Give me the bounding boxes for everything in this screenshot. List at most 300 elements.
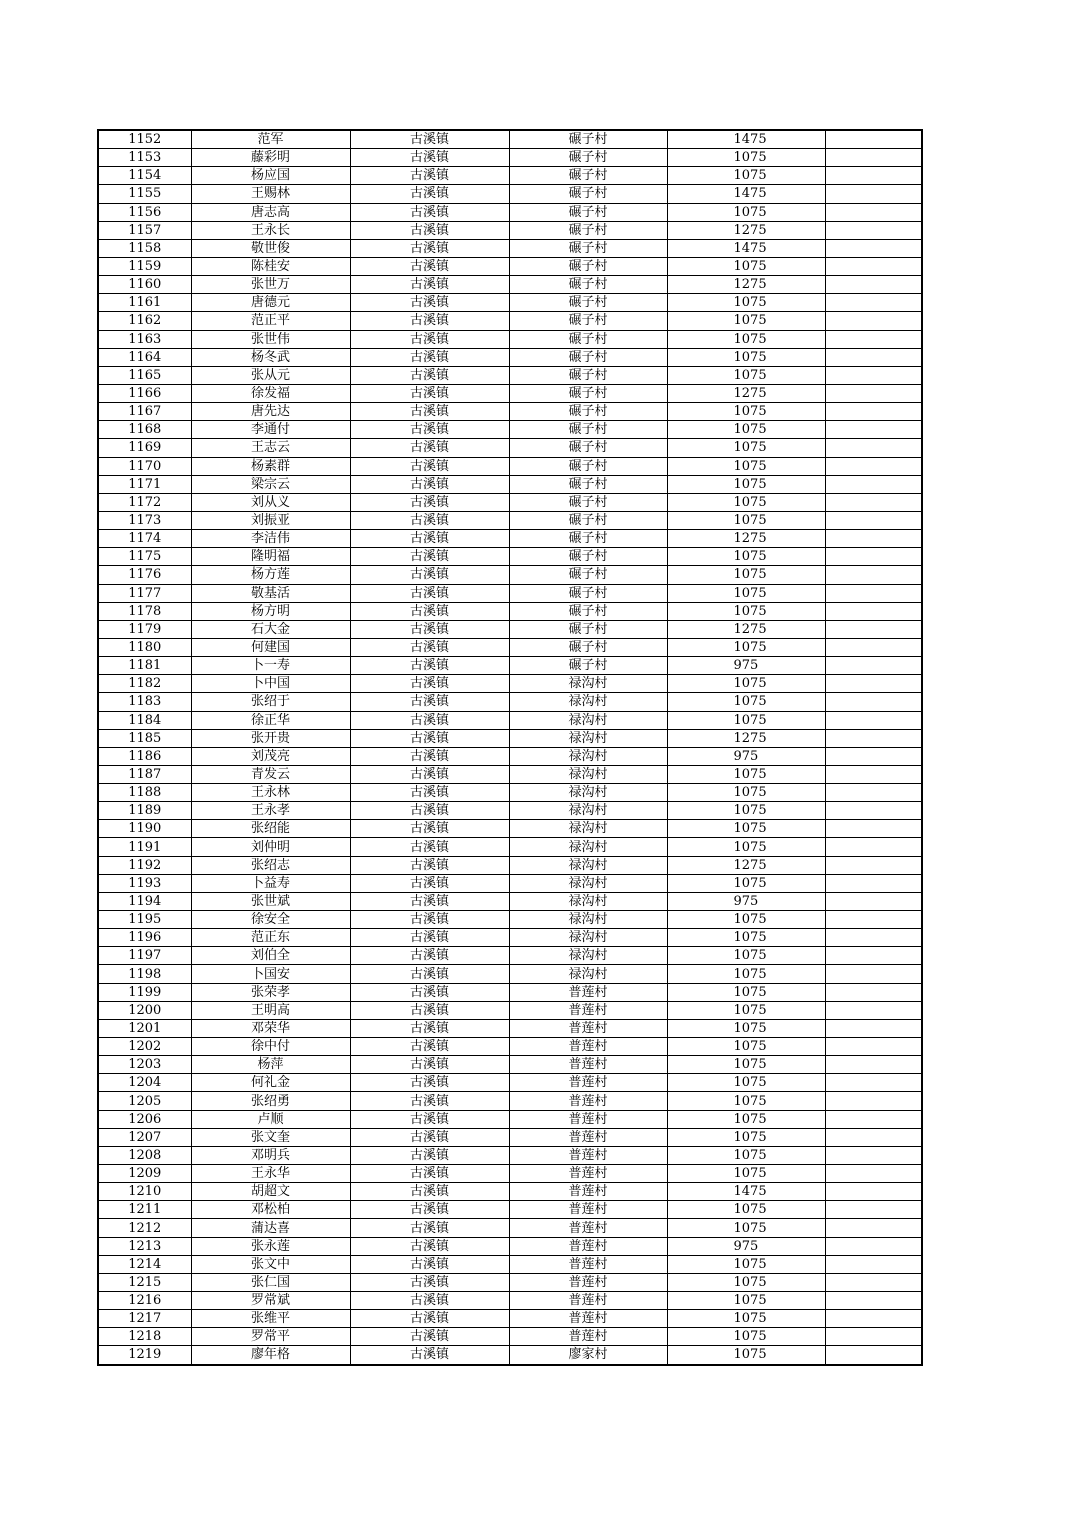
row-number-cell: 1216 [98, 1292, 191, 1310]
amount-cell: 1275 [667, 620, 825, 638]
amount-cell: 1075 [667, 149, 825, 167]
amount-cell: 1275 [667, 384, 825, 402]
table-row [98, 167, 922, 185]
name-cell: 杨方莲 [191, 566, 350, 584]
name-cell: 邓松柏 [191, 1201, 350, 1219]
row-number-cell: 1178 [98, 602, 191, 620]
name-cell: 刘伯全 [191, 947, 350, 965]
village-cell: 禄沟村 [509, 784, 667, 802]
village-cell: 普莲村 [509, 1038, 667, 1056]
amount-cell: 1075 [667, 765, 825, 783]
remark-cell [825, 384, 922, 402]
remark-cell [825, 276, 922, 294]
data-table [97, 129, 923, 1366]
village-cell: 普莲村 [509, 1128, 667, 1146]
row-number-cell: 1215 [98, 1273, 191, 1291]
row-number-cell: 1201 [98, 1019, 191, 1037]
row-number-cell: 1218 [98, 1328, 191, 1346]
name-cell: 张从元 [191, 366, 350, 384]
amount-cell: 1075 [667, 874, 825, 892]
remark-cell [825, 257, 922, 275]
town-cell: 古溪镇 [350, 530, 509, 548]
town-cell: 古溪镇 [350, 1074, 509, 1092]
row-number-cell: 1181 [98, 657, 191, 675]
table-row [98, 276, 922, 294]
village-cell: 碾子村 [509, 548, 667, 566]
town-cell: 古溪镇 [350, 1346, 509, 1365]
table-body [98, 130, 922, 1365]
name-cell: 王永林 [191, 784, 350, 802]
row-number-cell: 1219 [98, 1346, 191, 1365]
row-number-cell: 1161 [98, 294, 191, 312]
remark-cell [825, 439, 922, 457]
amount-cell: 1075 [667, 348, 825, 366]
amount-cell: 1075 [667, 566, 825, 584]
name-cell: 罗常斌 [191, 1292, 350, 1310]
name-cell: 刘振亚 [191, 511, 350, 529]
table-row [98, 421, 922, 439]
row-number-cell: 1192 [98, 856, 191, 874]
name-cell: 王永华 [191, 1165, 350, 1183]
town-cell: 古溪镇 [350, 384, 509, 402]
table-row [98, 439, 922, 457]
amount-cell: 1275 [667, 221, 825, 239]
town-cell: 古溪镇 [350, 1092, 509, 1110]
village-cell: 禄沟村 [509, 892, 667, 910]
town-cell: 古溪镇 [350, 747, 509, 765]
row-number-cell: 1210 [98, 1183, 191, 1201]
name-cell: 张仁国 [191, 1273, 350, 1291]
row-number-cell: 1198 [98, 965, 191, 983]
name-cell: 张世伟 [191, 330, 350, 348]
remark-cell [825, 856, 922, 874]
remark-cell [825, 929, 922, 947]
name-cell: 杨冬武 [191, 348, 350, 366]
remark-cell [825, 312, 922, 330]
town-cell: 古溪镇 [350, 221, 509, 239]
amount-cell: 1075 [667, 330, 825, 348]
row-number-cell: 1172 [98, 493, 191, 511]
table-row [98, 566, 922, 584]
remark-cell [825, 1292, 922, 1310]
town-cell: 古溪镇 [350, 1237, 509, 1255]
village-cell: 普莲村 [509, 1056, 667, 1074]
row-number-cell: 1191 [98, 838, 191, 856]
town-cell: 古溪镇 [350, 765, 509, 783]
table-row [98, 765, 922, 783]
amount-cell: 975 [667, 892, 825, 910]
village-cell: 碾子村 [509, 276, 667, 294]
row-number-cell: 1195 [98, 911, 191, 929]
table-row [98, 911, 922, 929]
table-row [98, 348, 922, 366]
table-row [98, 983, 922, 1001]
remark-cell [825, 1273, 922, 1291]
name-cell: 藤彩明 [191, 149, 350, 167]
row-number-cell: 1199 [98, 983, 191, 1001]
amount-cell: 1075 [667, 312, 825, 330]
name-cell: 卢顺 [191, 1110, 350, 1128]
table-row [98, 530, 922, 548]
town-cell: 古溪镇 [350, 1273, 509, 1291]
table-row [98, 384, 922, 402]
village-cell: 普莲村 [509, 1201, 667, 1219]
name-cell: 杨应国 [191, 167, 350, 185]
town-cell: 古溪镇 [350, 366, 509, 384]
row-number-cell: 1169 [98, 439, 191, 457]
table-row [98, 638, 922, 656]
amount-cell: 1275 [667, 856, 825, 874]
name-cell: 徐发福 [191, 384, 350, 402]
remark-cell [825, 1328, 922, 1346]
table-row [98, 711, 922, 729]
table-row [98, 330, 922, 348]
name-cell: 敬世俊 [191, 239, 350, 257]
row-number-cell: 1207 [98, 1128, 191, 1146]
village-cell: 普莲村 [509, 1273, 667, 1291]
amount-cell: 1075 [667, 1038, 825, 1056]
village-cell: 普莲村 [509, 1328, 667, 1346]
row-number-cell: 1182 [98, 675, 191, 693]
amount-cell: 1075 [667, 294, 825, 312]
amount-cell: 1275 [667, 530, 825, 548]
row-number-cell: 1211 [98, 1201, 191, 1219]
row-number-cell: 1212 [98, 1219, 191, 1237]
row-number-cell: 1168 [98, 421, 191, 439]
village-cell: 碾子村 [509, 294, 667, 312]
name-cell: 李通付 [191, 421, 350, 439]
row-number-cell: 1170 [98, 457, 191, 475]
remark-cell [825, 530, 922, 548]
table-row [98, 657, 922, 675]
row-number-cell: 1193 [98, 874, 191, 892]
village-cell: 禄沟村 [509, 802, 667, 820]
row-number-cell: 1194 [98, 892, 191, 910]
name-cell: 罗常平 [191, 1328, 350, 1346]
village-cell: 碾子村 [509, 493, 667, 511]
village-cell: 碾子村 [509, 475, 667, 493]
amount-cell: 1075 [667, 167, 825, 185]
name-cell: 张绍勇 [191, 1092, 350, 1110]
remark-cell [825, 1310, 922, 1328]
name-cell: 张维平 [191, 1310, 350, 1328]
row-number-cell: 1187 [98, 765, 191, 783]
amount-cell: 1475 [667, 130, 825, 149]
table-row [98, 1001, 922, 1019]
village-cell: 禄沟村 [509, 729, 667, 747]
table-row [98, 149, 922, 167]
amount-cell: 1075 [667, 1310, 825, 1328]
row-number-cell: 1189 [98, 802, 191, 820]
village-cell: 普莲村 [509, 983, 667, 1001]
remark-cell [825, 366, 922, 384]
name-cell: 杨素群 [191, 457, 350, 475]
amount-cell: 1075 [667, 1219, 825, 1237]
table-row [98, 856, 922, 874]
amount-cell: 1075 [667, 983, 825, 1001]
remark-cell [825, 1074, 922, 1092]
village-cell: 碾子村 [509, 167, 667, 185]
remark-cell [825, 475, 922, 493]
amount-cell: 1075 [667, 965, 825, 983]
amount-cell: 1075 [667, 1328, 825, 1346]
remark-cell [825, 765, 922, 783]
town-cell: 古溪镇 [350, 403, 509, 421]
town-cell: 古溪镇 [350, 711, 509, 729]
town-cell: 古溪镇 [350, 675, 509, 693]
town-cell: 古溪镇 [350, 457, 509, 475]
remark-cell [825, 1019, 922, 1037]
remark-cell [825, 348, 922, 366]
town-cell: 古溪镇 [350, 1292, 509, 1310]
name-cell: 张绍于 [191, 693, 350, 711]
remark-cell [825, 1201, 922, 1219]
village-cell: 碾子村 [509, 330, 667, 348]
town-cell: 古溪镇 [350, 1201, 509, 1219]
table-row [98, 729, 922, 747]
name-cell: 张绍志 [191, 856, 350, 874]
row-number-cell: 1209 [98, 1165, 191, 1183]
table-row [98, 312, 922, 330]
name-cell: 张世万 [191, 276, 350, 294]
name-cell: 张文中 [191, 1255, 350, 1273]
village-cell: 普莲村 [509, 1292, 667, 1310]
row-number-cell: 1167 [98, 403, 191, 421]
village-cell: 禄沟村 [509, 747, 667, 765]
name-cell: 何建国 [191, 638, 350, 656]
town-cell: 古溪镇 [350, 330, 509, 348]
town-cell: 古溪镇 [350, 784, 509, 802]
row-number-cell: 1177 [98, 584, 191, 602]
village-cell: 普莲村 [509, 1110, 667, 1128]
name-cell: 邓明兵 [191, 1146, 350, 1164]
table-row [98, 820, 922, 838]
town-cell: 古溪镇 [350, 1128, 509, 1146]
row-number-cell: 1152 [98, 130, 191, 149]
table-row [98, 1255, 922, 1273]
remark-cell [825, 693, 922, 711]
remark-cell [825, 1001, 922, 1019]
row-number-cell: 1163 [98, 330, 191, 348]
amount-cell: 1075 [667, 421, 825, 439]
remark-cell [825, 203, 922, 221]
row-number-cell: 1213 [98, 1237, 191, 1255]
remark-cell [825, 548, 922, 566]
village-cell: 碾子村 [509, 421, 667, 439]
remark-cell [825, 1128, 922, 1146]
remark-cell [825, 838, 922, 856]
village-cell: 禄沟村 [509, 929, 667, 947]
name-cell: 邓荣华 [191, 1019, 350, 1037]
amount-cell: 1075 [667, 493, 825, 511]
town-cell: 古溪镇 [350, 802, 509, 820]
table-row [98, 1292, 922, 1310]
amount-cell: 1075 [667, 1292, 825, 1310]
amount-cell: 1075 [667, 548, 825, 566]
village-cell: 普莲村 [509, 1310, 667, 1328]
village-cell: 禄沟村 [509, 874, 667, 892]
village-cell: 碾子村 [509, 638, 667, 656]
table-row [98, 475, 922, 493]
name-cell: 徐安全 [191, 911, 350, 929]
village-cell: 碾子村 [509, 620, 667, 638]
village-cell: 普莲村 [509, 1146, 667, 1164]
table-row [98, 548, 922, 566]
village-cell: 普莲村 [509, 1237, 667, 1255]
town-cell: 古溪镇 [350, 620, 509, 638]
town-cell: 古溪镇 [350, 149, 509, 167]
town-cell: 古溪镇 [350, 1165, 509, 1183]
name-cell: 范正东 [191, 929, 350, 947]
amount-cell: 1075 [667, 1128, 825, 1146]
amount-cell: 1075 [667, 693, 825, 711]
remark-cell [825, 493, 922, 511]
village-cell: 普莲村 [509, 1183, 667, 1201]
village-cell: 禄沟村 [509, 856, 667, 874]
remark-cell [825, 130, 922, 149]
name-cell: 敬基活 [191, 584, 350, 602]
town-cell: 古溪镇 [350, 548, 509, 566]
name-cell: 张荣孝 [191, 983, 350, 1001]
town-cell: 古溪镇 [350, 1001, 509, 1019]
amount-cell: 1075 [667, 1001, 825, 1019]
row-number-cell: 1202 [98, 1038, 191, 1056]
village-cell: 普莲村 [509, 1001, 667, 1019]
remark-cell [825, 947, 922, 965]
town-cell: 古溪镇 [350, 820, 509, 838]
amount-cell: 1075 [667, 1346, 825, 1365]
town-cell: 古溪镇 [350, 239, 509, 257]
name-cell: 王赐林 [191, 185, 350, 203]
amount-cell: 1075 [667, 439, 825, 457]
name-cell: 张开贵 [191, 729, 350, 747]
remark-cell [825, 149, 922, 167]
row-number-cell: 1158 [98, 239, 191, 257]
remark-cell [825, 584, 922, 602]
town-cell: 古溪镇 [350, 1310, 509, 1328]
town-cell: 古溪镇 [350, 729, 509, 747]
table-row [98, 1201, 922, 1219]
name-cell: 石大金 [191, 620, 350, 638]
remark-cell [825, 1110, 922, 1128]
table-row [98, 1019, 922, 1037]
town-cell: 古溪镇 [350, 294, 509, 312]
village-cell: 禄沟村 [509, 711, 667, 729]
remark-cell [825, 657, 922, 675]
town-cell: 古溪镇 [350, 1328, 509, 1346]
village-cell: 禄沟村 [509, 820, 667, 838]
name-cell: 唐志高 [191, 203, 350, 221]
row-number-cell: 1184 [98, 711, 191, 729]
village-cell: 碾子村 [509, 566, 667, 584]
town-cell: 古溪镇 [350, 312, 509, 330]
table-row [98, 1273, 922, 1291]
village-cell: 碾子村 [509, 657, 667, 675]
table-row [98, 403, 922, 421]
town-cell: 古溪镇 [350, 1019, 509, 1037]
village-cell: 碾子村 [509, 149, 667, 167]
table-row [98, 366, 922, 384]
table-row [98, 239, 922, 257]
name-cell: 蒲达喜 [191, 1219, 350, 1237]
table-row [98, 1165, 922, 1183]
table-row [98, 294, 922, 312]
name-cell: 王永长 [191, 221, 350, 239]
town-cell: 古溪镇 [350, 348, 509, 366]
row-number-cell: 1174 [98, 530, 191, 548]
remark-cell [825, 802, 922, 820]
remark-cell [825, 729, 922, 747]
table-row [98, 1110, 922, 1128]
amount-cell: 1075 [667, 638, 825, 656]
amount-cell: 1075 [667, 203, 825, 221]
row-number-cell: 1186 [98, 747, 191, 765]
table-row [98, 693, 922, 711]
table-row [98, 1038, 922, 1056]
town-cell: 古溪镇 [350, 584, 509, 602]
row-number-cell: 1203 [98, 1056, 191, 1074]
village-cell: 禄沟村 [509, 693, 667, 711]
table-row [98, 874, 922, 892]
amount-cell: 1075 [667, 602, 825, 620]
row-number-cell: 1205 [98, 1092, 191, 1110]
remark-cell [825, 1038, 922, 1056]
village-cell: 普莲村 [509, 1074, 667, 1092]
name-cell: 范正平 [191, 312, 350, 330]
table-row [98, 1146, 922, 1164]
remark-cell [825, 1237, 922, 1255]
amount-cell: 1475 [667, 239, 825, 257]
table-row [98, 185, 922, 203]
row-number-cell: 1176 [98, 566, 191, 584]
town-cell: 古溪镇 [350, 965, 509, 983]
remark-cell [825, 167, 922, 185]
amount-cell: 1075 [667, 929, 825, 947]
table-row [98, 892, 922, 910]
remark-cell [825, 1092, 922, 1110]
remark-cell [825, 638, 922, 656]
remark-cell [825, 421, 922, 439]
name-cell: 唐德元 [191, 294, 350, 312]
table-row [98, 1128, 922, 1146]
town-cell: 古溪镇 [350, 947, 509, 965]
row-number-cell: 1159 [98, 257, 191, 275]
town-cell: 古溪镇 [350, 1056, 509, 1074]
table-row [98, 784, 922, 802]
name-cell: 卜中国 [191, 675, 350, 693]
remark-cell [825, 294, 922, 312]
town-cell: 古溪镇 [350, 1110, 509, 1128]
remark-cell [825, 330, 922, 348]
village-cell: 碾子村 [509, 221, 667, 239]
row-number-cell: 1157 [98, 221, 191, 239]
table-row [98, 493, 922, 511]
table-row [98, 965, 922, 983]
row-number-cell: 1164 [98, 348, 191, 366]
row-number-cell: 1180 [98, 638, 191, 656]
name-cell: 卜益寿 [191, 874, 350, 892]
table-row [98, 1237, 922, 1255]
remark-cell [825, 221, 922, 239]
amount-cell: 1075 [667, 1273, 825, 1291]
row-number-cell: 1197 [98, 947, 191, 965]
village-cell: 碾子村 [509, 348, 667, 366]
table-row [98, 602, 922, 620]
table-row [98, 130, 922, 149]
row-number-cell: 1156 [98, 203, 191, 221]
row-number-cell: 1204 [98, 1074, 191, 1092]
town-cell: 古溪镇 [350, 203, 509, 221]
